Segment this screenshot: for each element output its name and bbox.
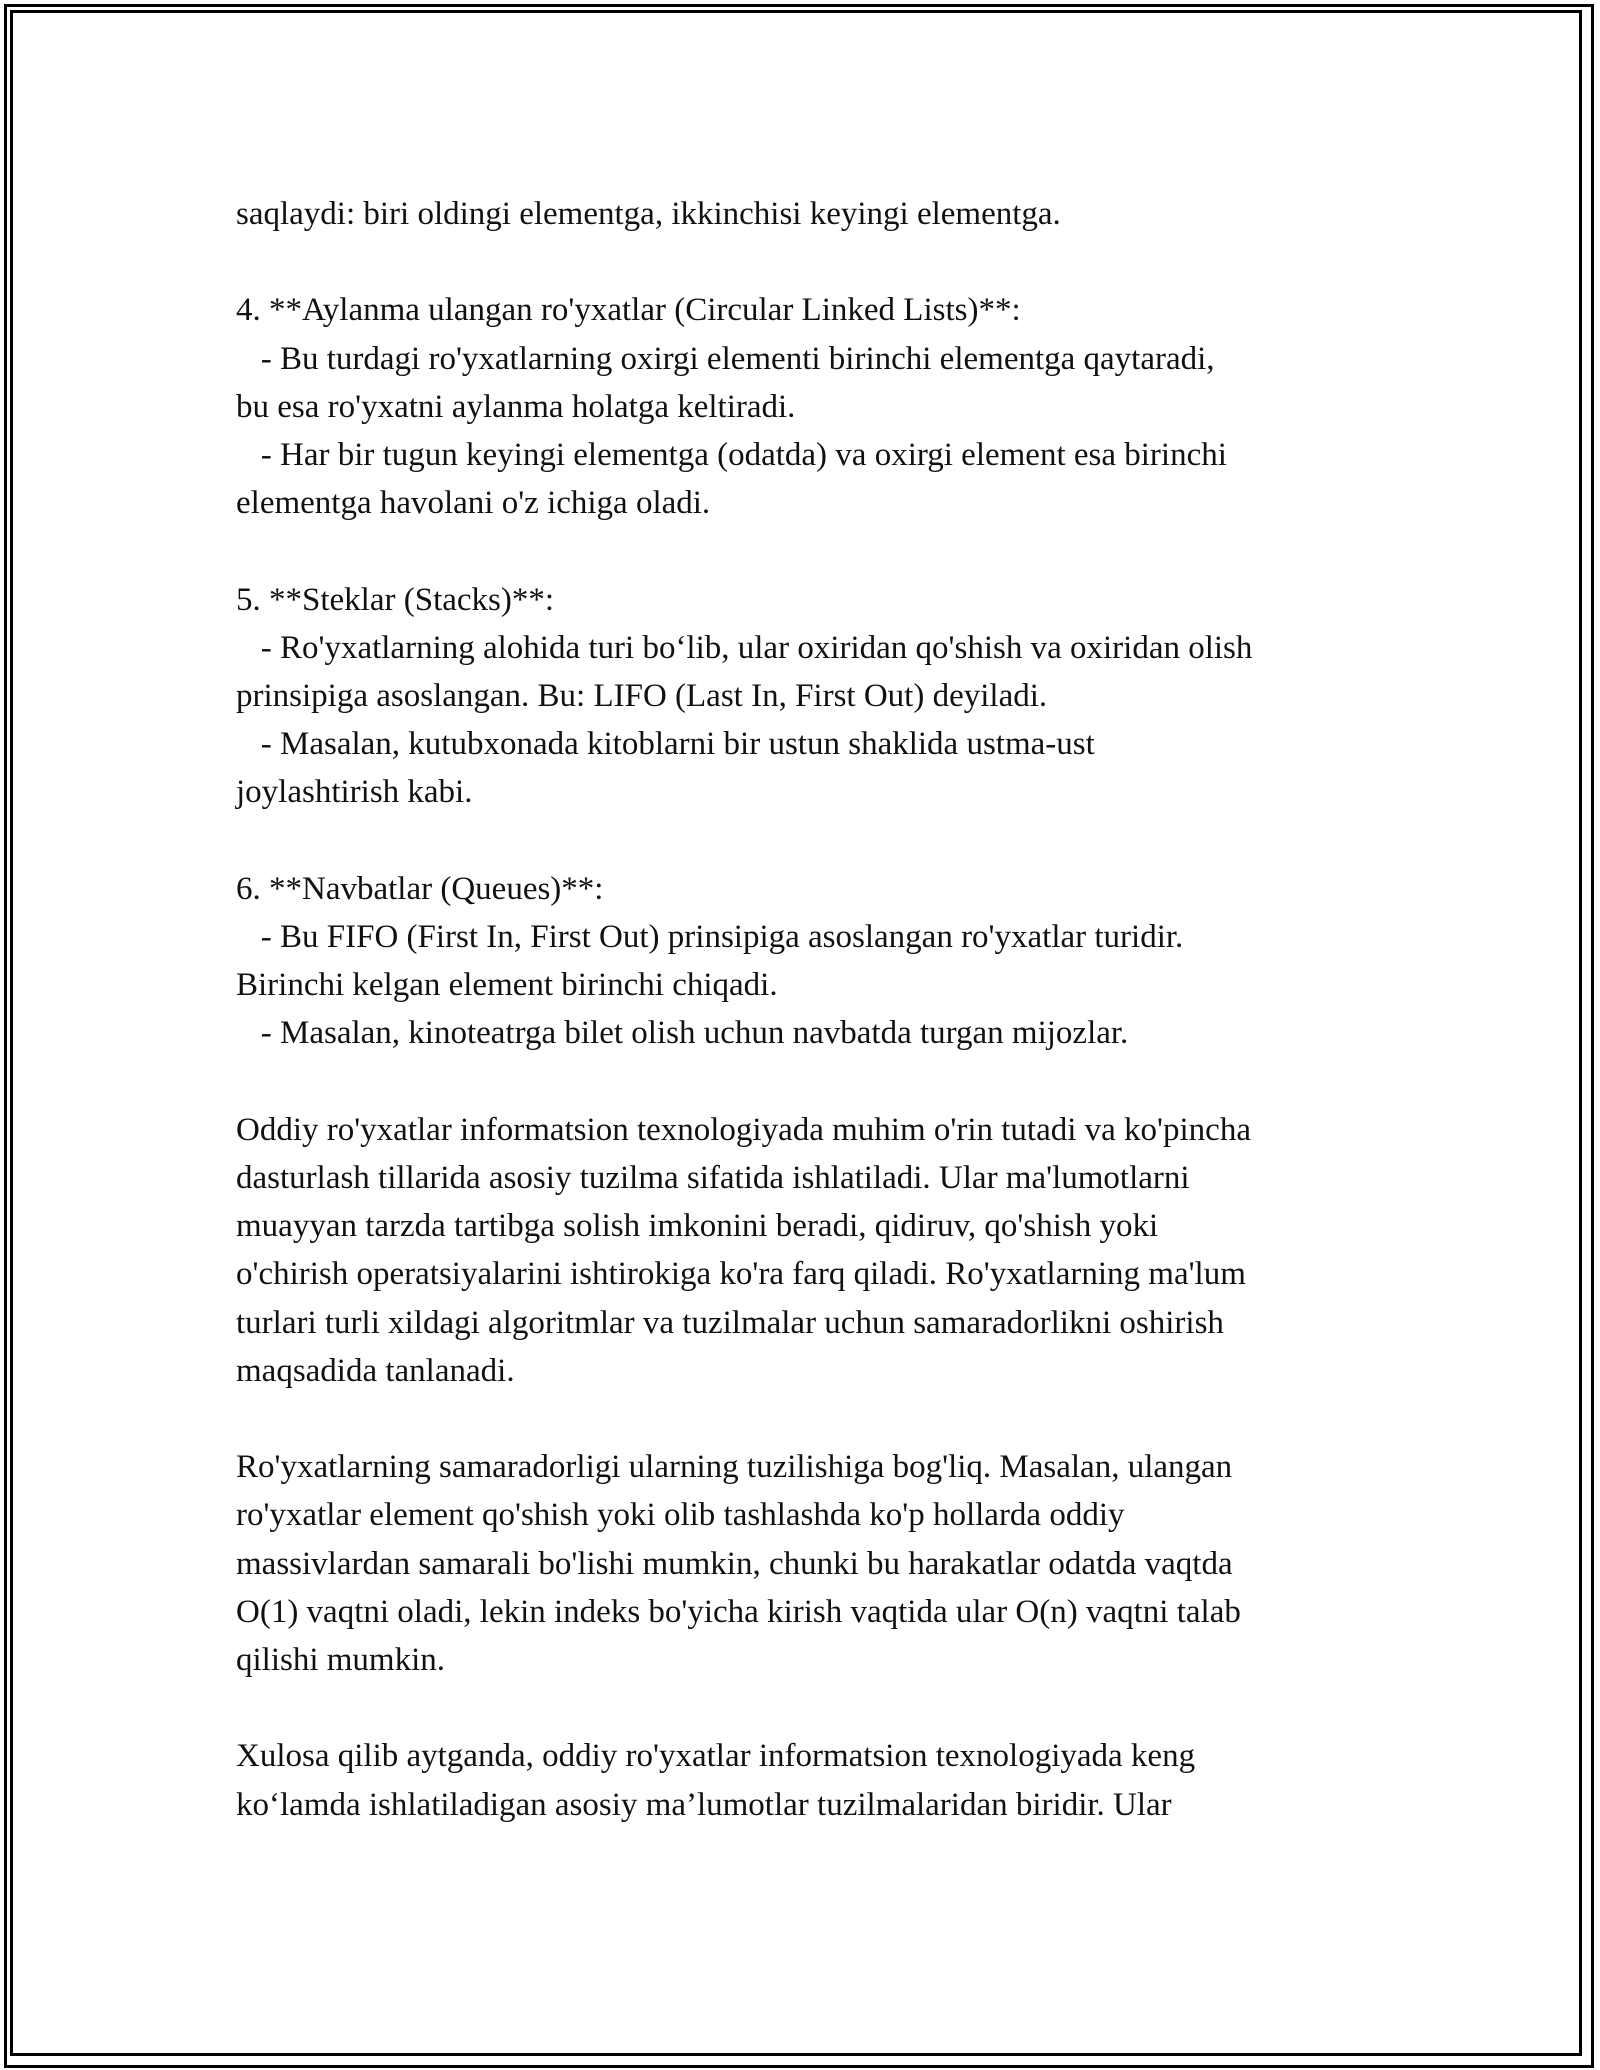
text-line: turlari turli xildagi algoritmlar va tuzilmalar uchun samaradorlikni oshirish xyxy=(236,1304,1224,1341)
text-line: maqsadida tanlanadi. xyxy=(236,1352,515,1389)
document-body xyxy=(236,190,1386,1829)
text-line: Ro'yxatlarning samaradorligi ularning tuzilishiga bog'liq. Masalan, ulangan xyxy=(236,1449,1233,1486)
section-stacks xyxy=(236,576,1386,817)
text-line: - Ro'yxatlarning alohida turi bo‘lib, ular oxiridan qo'shish va oxiridan olish xyxy=(236,629,1253,666)
paragraph-doubly-linked-continuation xyxy=(236,190,1386,238)
text-line: ko‘lamda ishlatiladigan asosiy ma’lumotlar tuzilmalaridan biridir. Ular xyxy=(236,1786,1172,1823)
text-line: saqlaydi: biri oldingi elementga, ikkinchisi keyingi elementga. xyxy=(236,196,1061,232)
paragraph-conclusion xyxy=(236,1732,1386,1828)
text-line: - Masalan, kinoteatrga bilet olish uchun navbatda turgan mijozlar. xyxy=(236,1015,1129,1052)
section-heading: 5. **Steklar (Stacks)**: xyxy=(236,581,555,618)
text-line: - Bu FIFO (First In, First Out) prinsipiga asoslangan ro'yxatlar turidir. xyxy=(236,919,1184,955)
text-line: ro'yxatlar element qo'shish yoki olib tashlashda ko'p hollarda oddiy xyxy=(236,1497,1125,1534)
section-heading: 6. **Navbatlar (Queues)**: xyxy=(236,870,604,907)
text-line: - Masalan, kutubxonada kitoblarni bir ustun shaklida ustma-ust xyxy=(236,726,1095,763)
text-line: Birinchi kelgan element birinchi chiqadi. xyxy=(236,967,778,1004)
text-line: Oddiy ro'yxatlar informatsion texnologiyada muhim o'rin tutadi va ko'pincha xyxy=(236,1111,1251,1148)
text-line: qilishi mumkin. xyxy=(236,1642,446,1679)
section-heading: 4. **Aylanma ulangan ro'yxatlar (Circular Linked Lists)**: xyxy=(236,292,1021,329)
section-queues xyxy=(236,865,1386,1058)
text-line: o'chirish operatsiyalarini ishtirokiga ko'ra farq qiladi. Ro'yxatlarning ma'lum xyxy=(236,1256,1246,1293)
text-line: muayyan tarzda tartibga solish imkonini beradi, qidiruv, qo'shish yoki xyxy=(236,1208,1159,1245)
text-line: massivlardan samarali bo'lishi mumkin, chunki bu harakatlar odatda vaqtda xyxy=(236,1545,1233,1582)
paragraph-simple-lists-role xyxy=(236,1106,1386,1395)
text-line: O(1) vaqtni oladi, lekin indeks bo'yicha kirish vaqtida ular O(n) vaqtni talab xyxy=(236,1593,1241,1630)
text-line: elementga havolani o'z ichiga oladi. xyxy=(236,485,711,522)
text-line: bu esa ro'yxatni aylanma holatga keltiradi. xyxy=(236,388,796,425)
paragraph-efficiency xyxy=(236,1443,1386,1684)
text-line: - Bu turdagi ro'yxatlarning oxirgi elementi birinchi elementga qaytaradi, xyxy=(236,340,1215,377)
text-line: dasturlash tillarida asosiy tuzilma sifatida ishlatiladi. Ular ma'lumotlarni xyxy=(236,1160,1190,1196)
section-circular-linked-lists xyxy=(236,286,1386,527)
text-line: joylashtirish kabi. xyxy=(236,774,473,811)
text-line: - Har bir tugun keyingi elementga (odatda) va oxirgi element esa birinchi xyxy=(236,437,1227,473)
text-line: prinsipiga asoslangan. Bu: LIFO (Last In, First Out) deyiladi. xyxy=(236,678,1048,714)
text-line: Xulosa qilib aytganda, oddiy ro'yxatlar informatsion texnologiyada keng xyxy=(236,1738,1196,1775)
